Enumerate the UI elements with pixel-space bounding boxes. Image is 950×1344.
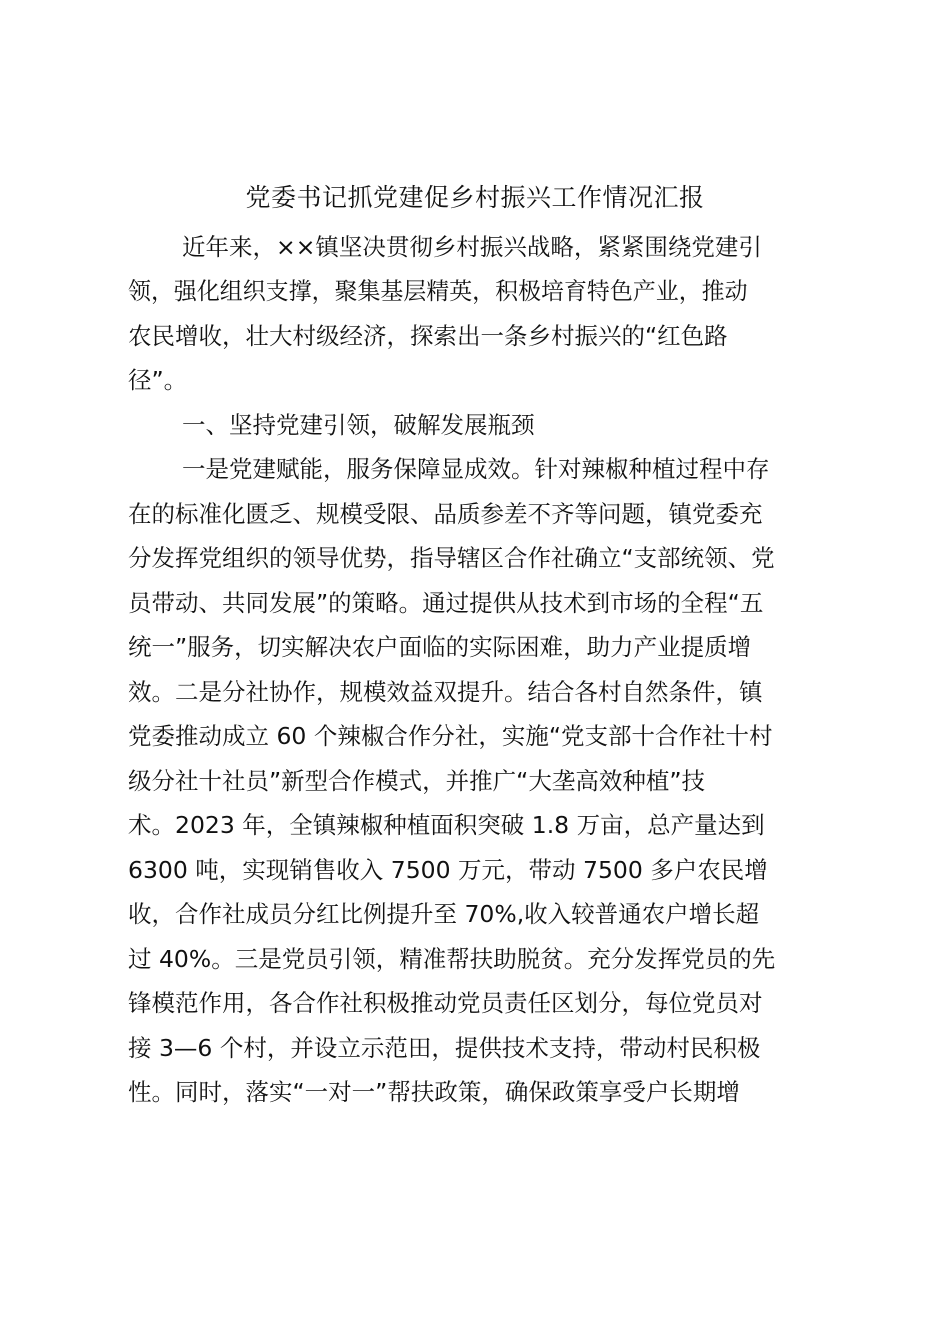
paragraph-line: 级分社十社员”新型合作模式，并推广“大垄高效种植”技 <box>128 767 706 795</box>
section-heading: 一、坚持党建引领，破解发展瓶颈 <box>182 411 535 439</box>
paragraph-line: 效。二是分社协作，规模效益双提升。结合各村自然条件，镇 <box>128 678 763 706</box>
paragraph-line: 统一”服务，切实解决农户面临的实际困难，助力产业提质增 <box>128 633 752 661</box>
paragraph-line: 员带动、共同发展”的策略。通过提供从技术到市场的全程“五 <box>128 589 764 617</box>
paragraph-line: 术。2023 年，全镇辣椒种植面积突破 1.8 万亩，总产量达到 <box>128 811 765 839</box>
paragraph-line: 收，合作社成员分红比例提升至 70%,收入较普通农户增长超 <box>128 900 760 928</box>
paragraph-line: 在的标准化匮乏、规模受限、品质参差不齐等问题，镇党委充 <box>128 500 763 528</box>
paragraph-line: 近年来，××镇坚决贯彻乡村振兴战略，紧紧围绕党建引 <box>182 233 762 261</box>
paragraph-line: 性。同时，落实“一对一”帮扶政策，确保政策享受户长期增 <box>128 1078 740 1106</box>
paragraph-line: 6300 吨，实现销售收入 7500 万元，带动 7500 多户农民增 <box>128 856 768 884</box>
paragraph-line: 党委推动成立 60 个辣椒合作分社，实施“党支部十合作社十村 <box>128 722 773 750</box>
document-title: 党委书记抓党建促乡村振兴工作情况汇报 <box>245 183 705 212</box>
paragraph-line: 径”。 <box>128 366 188 394</box>
paragraph-line: 锋模范作用，各合作社积极推动党员责任区划分，每位党员对 <box>128 989 763 1017</box>
paragraph-line: 过 40%。三是党员引领，精准帮扶助脱贫。充分发挥党员的先 <box>128 945 776 973</box>
paragraph-line: 农民增收，壮大村级经济，探索出一条乡村振兴的“红色路 <box>128 322 728 350</box>
paragraph-line: 领，强化组织支撑，聚集基层精英，积极培育特色产业，推动 <box>128 277 748 305</box>
paragraph-line: 分发挥党组织的领导优势，指导辖区合作社确立“支部统领、党 <box>128 544 775 572</box>
paragraph-line: 一是党建赋能，服务保障显成效。针对辣椒种植过程中存 <box>182 455 770 483</box>
paragraph-line: 接 3—6 个村，并设立示范田，提供技术支持，带动村民积极 <box>128 1034 761 1062</box>
